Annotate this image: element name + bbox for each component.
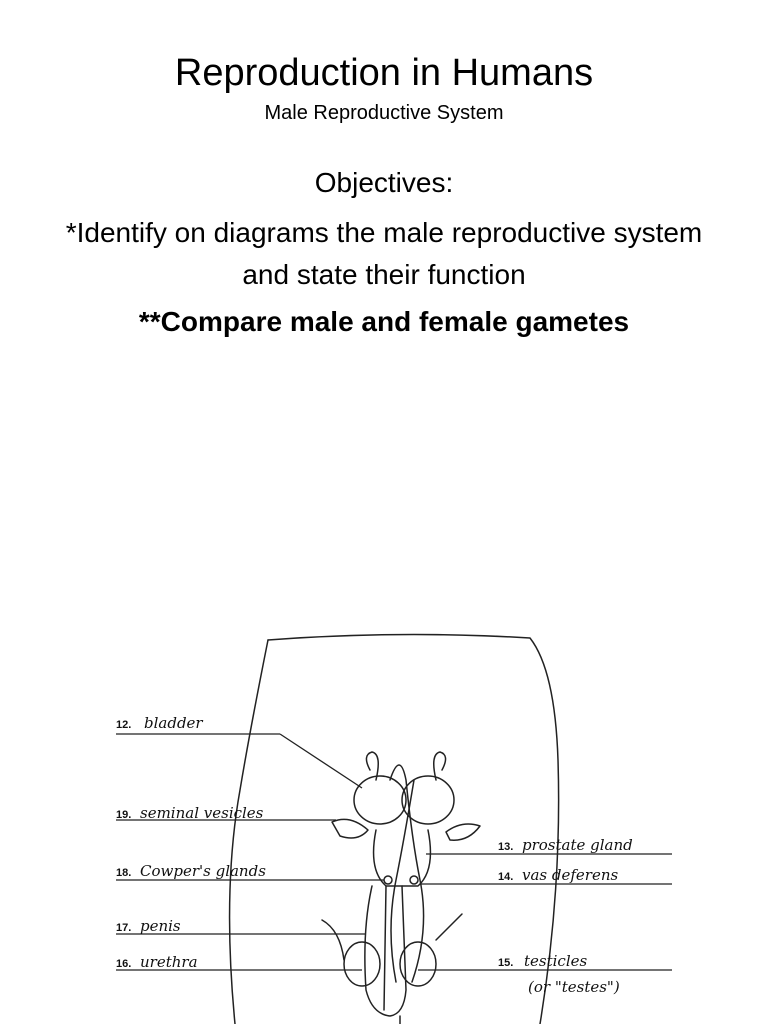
- body-outline: [268, 634, 559, 1024]
- male-reproductive-diagram: [100, 630, 700, 1024]
- objective-2: **Compare male and female gametes: [138, 306, 630, 337]
- label-17-num: 17.: [116, 922, 132, 934]
- cowpers-gland-left: [384, 876, 392, 884]
- vas-deferens-shape: [390, 765, 424, 982]
- label-18-num: 18.: [116, 867, 132, 879]
- label-testes-note: (or "testes"): [528, 978, 620, 996]
- cowpers-gland-right: [410, 876, 418, 884]
- label-12-num: 12.: [116, 719, 132, 731]
- bladder-shape: [354, 776, 406, 824]
- label-testicles: testicles: [524, 952, 588, 970]
- seminal-vesicles-shape: [332, 819, 368, 838]
- label-seminal-vesicles: seminal vesicles: [140, 804, 264, 822]
- testicle-left: [344, 942, 380, 986]
- label-13-num: 13.: [498, 841, 514, 853]
- label-16-num: 16.: [116, 958, 132, 970]
- label-cowpers-glands: Cowper's glands: [140, 862, 266, 880]
- label-vas-deferens: vas deferens: [522, 866, 619, 884]
- urethra-shape: [384, 886, 386, 1010]
- slide-subtitle: Male Reproductive System: [264, 102, 504, 124]
- slide-title: Reproduction in Humans: [174, 52, 594, 94]
- label-19-num: 19.: [116, 809, 132, 821]
- label-bladder: bladder: [144, 714, 203, 732]
- body-outline-left: [230, 640, 268, 1024]
- label-14-num: 14.: [498, 871, 514, 883]
- prostate-shape: [374, 830, 431, 886]
- objectives-heading: Objectives:: [314, 167, 454, 198]
- label-15-num: 15.: [498, 957, 514, 969]
- label-urethra: urethra: [140, 953, 198, 971]
- objective-1: *Identify on diagrams the male reproductive system and state their function: [65, 217, 703, 290]
- label-penis: penis: [140, 917, 181, 935]
- label-prostate-gland: prostate gland: [522, 836, 633, 854]
